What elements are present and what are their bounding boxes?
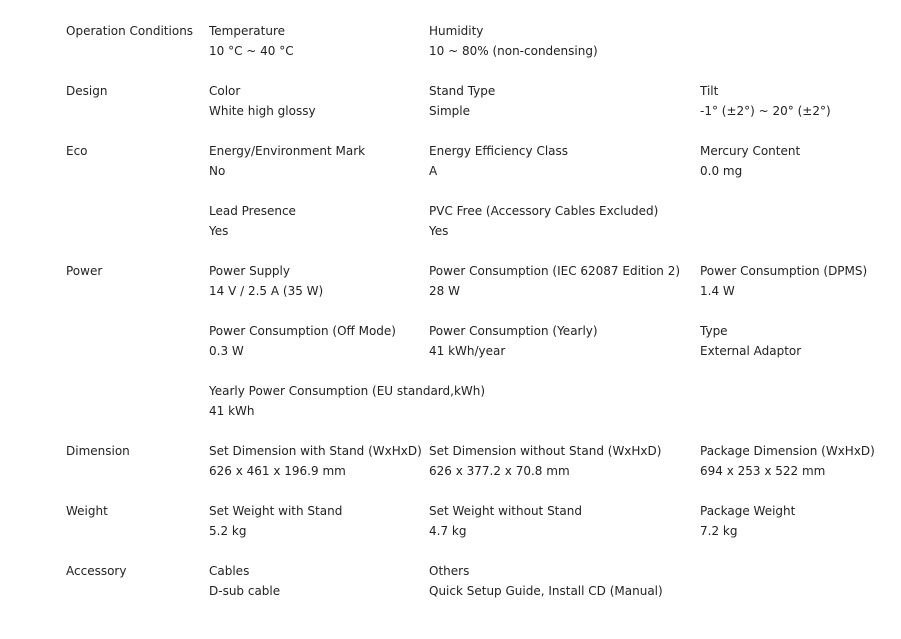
spec-value: 0.0 mg xyxy=(700,164,743,178)
spec-value: Quick Setup Guide, Install CD (Manual) xyxy=(429,584,663,598)
section-title: Operation Conditions xyxy=(66,24,194,38)
spec-item xyxy=(429,261,680,301)
section-title: Power xyxy=(66,264,103,278)
spec-row xyxy=(0,261,901,301)
spec-label: Power Consumption (IEC 62087 Edition 2) xyxy=(429,264,681,278)
spec-item xyxy=(209,501,342,541)
spec-value: No xyxy=(209,164,226,178)
spec-value: A xyxy=(429,164,438,178)
spec-label: Set Dimension with Stand (WxHxD) xyxy=(209,444,422,458)
spec-item xyxy=(700,501,795,541)
spec-label: Energy/Environment Mark xyxy=(209,144,366,158)
spec-item xyxy=(700,261,867,301)
spec-label: Energy Efficiency Class xyxy=(429,144,569,158)
spec-item xyxy=(209,321,396,361)
spec-value: Yes xyxy=(209,224,229,238)
spec-item xyxy=(209,21,294,61)
spec-value: 41 kWh/year xyxy=(429,344,506,358)
section-title: Dimension xyxy=(66,444,130,458)
section-title: Weight xyxy=(66,504,108,518)
spec-row xyxy=(0,21,901,61)
spec-label: Set Weight without Stand xyxy=(429,504,582,518)
spec-row xyxy=(0,201,901,241)
section-title: Design xyxy=(66,84,108,98)
spec-row xyxy=(0,141,901,181)
spec-value: External Adaptor xyxy=(700,344,802,358)
spec-row xyxy=(0,81,901,121)
spec-value: 10 °C ~ 40 °C xyxy=(209,44,294,58)
spec-label: Type xyxy=(700,324,728,338)
spec-label: PVC Free (Accessory Cables Excluded) xyxy=(429,204,659,218)
spec-row xyxy=(0,501,901,541)
spec-label: Mercury Content xyxy=(700,144,801,158)
spec-label: Color xyxy=(209,84,241,98)
spec-label: Power Consumption (Yearly) xyxy=(429,324,598,338)
spec-value: 4.7 kg xyxy=(429,524,467,538)
spec-value: Simple xyxy=(429,104,470,118)
spec-row xyxy=(0,321,901,361)
spec-value: -1° (±2°) ~ 20° (±2°) xyxy=(700,104,831,118)
spec-item xyxy=(429,561,663,601)
spec-item xyxy=(429,501,582,541)
spec-item xyxy=(700,141,800,181)
spec-value: D-sub cable xyxy=(209,584,281,598)
spec-item xyxy=(209,261,323,301)
spec-label: Humidity xyxy=(429,24,484,38)
spec-item xyxy=(209,381,485,421)
spec-value: 28 W xyxy=(429,284,460,298)
section-title: Eco xyxy=(66,144,88,158)
spec-row xyxy=(0,381,901,421)
spec-item xyxy=(429,21,598,61)
spec-label: Yearly Power Consumption (EU standard,kWh) xyxy=(209,384,486,398)
spec-value: 626 x 461 x 196.9 mm xyxy=(209,464,346,478)
spec-item xyxy=(700,81,831,121)
spec-label: Power Supply xyxy=(209,264,290,278)
spec-item xyxy=(429,81,495,121)
spec-item xyxy=(429,141,568,181)
spec-item xyxy=(209,201,296,241)
spec-label: Tilt xyxy=(700,84,719,98)
spec-value: 41 kWh xyxy=(209,404,255,418)
spec-item xyxy=(429,321,598,361)
spec-label: Set Dimension without Stand (WxHxD) xyxy=(429,444,662,458)
spec-label: Stand Type xyxy=(429,84,496,98)
spec-value: Yes xyxy=(429,224,449,238)
spec-label: Lead Presence xyxy=(209,204,296,218)
spec-label: Set Weight with Stand xyxy=(209,504,343,518)
spec-value: 10 ~ 80% (non-condensing) xyxy=(429,44,598,58)
spec-value: 626 x 377.2 x 70.8 mm xyxy=(429,464,570,478)
spec-value: 5.2 kg xyxy=(209,524,247,538)
section-title: Accessory xyxy=(66,564,127,578)
spec-value: 694 x 253 x 522 mm xyxy=(700,464,826,478)
spec-item xyxy=(700,321,801,361)
spec-value: 14 V / 2.5 A (35 W) xyxy=(209,284,324,298)
spec-label: Power Consumption (DPMS) xyxy=(700,264,868,278)
spec-item xyxy=(209,141,365,181)
spec-value: 0.3 W xyxy=(209,344,244,358)
spec-item xyxy=(429,441,661,481)
spec-value: 7.2 kg xyxy=(700,524,738,538)
spec-item xyxy=(429,201,658,241)
spec-label: Power Consumption (Off Mode) xyxy=(209,324,396,338)
spec-row xyxy=(0,561,901,601)
spec-item xyxy=(209,561,280,601)
spec-item xyxy=(700,441,875,481)
spec-label: Temperature xyxy=(209,24,286,38)
spec-label: Cables xyxy=(209,564,250,578)
spec-row xyxy=(0,441,901,481)
spec-label: Others xyxy=(429,564,470,578)
spec-item xyxy=(209,441,422,481)
spec-value: White high glossy xyxy=(209,104,316,118)
spec-item xyxy=(209,81,316,121)
spec-label: Package Dimension (WxHxD) xyxy=(700,444,875,458)
spec-value: 1.4 W xyxy=(700,284,735,298)
spec-label: Package Weight xyxy=(700,504,796,518)
